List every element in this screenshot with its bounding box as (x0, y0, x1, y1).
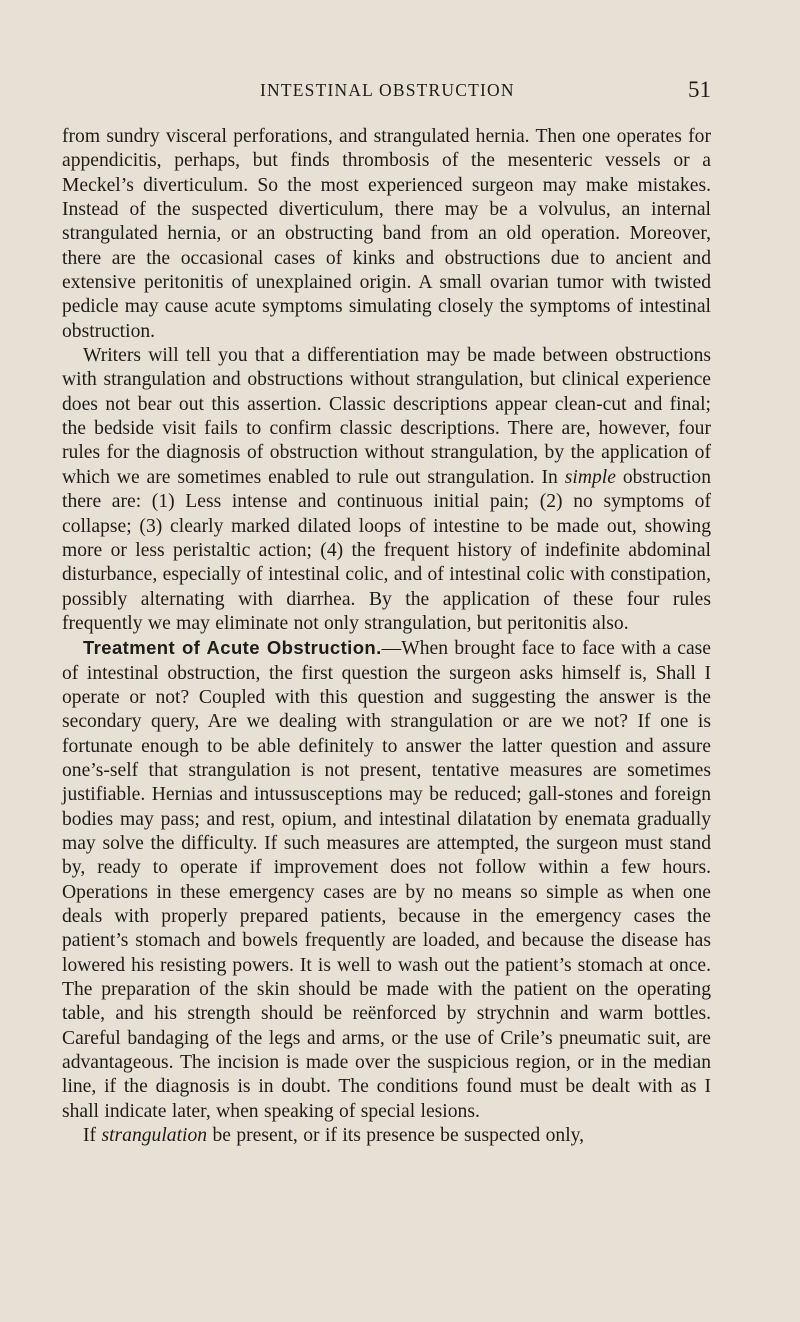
paragraph-4-emphasis: strangulation (101, 1125, 208, 1147)
page-header (62, 77, 711, 106)
running-head: INTESTINAL OBSTRUCTION (260, 80, 515, 100)
paragraph-4-text-a: If (83, 1125, 102, 1147)
paragraph-1-text: from sundry visceral perforations, and strangulated hernia. Then one operates for appendicitis, perhaps, but finds thrombosis of the mesenteric vessels or a Meckel’s diverticulum. So the most experienced surgeon may make mistakes. Instead of the suspected diverticulum, there may be a volvulus, an internal strangulated hernia, or an obstructing band from an old operation. Moreover, there are the occasional cases of kinks and obstructions due to ancient and extensive peritonitis of unexplained origin. A small ovarian tumor with twisted pedicle may cause acute symptoms simulating closely the symptoms of intestinal obstruction. (62, 126, 711, 342)
section-heading: Treatment of Acute Obstruction. (83, 637, 382, 659)
paragraph-2-text-a: Writers will tell you that a differentiation may be made between obstructions with strangulation and obstructions without strangulation, but clinical experience does not bear out this assertion. Classic descriptions appear clean-cut and final; the bedside visit fails to confirm classic descriptions. There are, however, four rules for the diagnosis of obstruction without strangulation, by the application of which we are sometimes enabled to rule out strangulation. In (62, 345, 711, 488)
paragraph-4 (62, 1124, 711, 1148)
paragraph-2 (62, 344, 711, 636)
paragraph-3-text: —When brought face to face with a case of intestinal obstruction, the first question the surgeon asks himself is, Shall I operate or not? Coupled with this question and suggesting the answer is the secondary query, Are we dealing with strangulation or are we not? If one is fortunate enough to be able definitely to answer the latter question and assure one’s-self that strangulation is not present, tentative measures are sometimes justifiable. Hernias and intussusceptions may be reduced; gall-stones and foreign bodies may pass; and rest, opium, and intestinal dilatation by enemata gradually may solve the difficulty. If such measures are attempted, the surgeon must stand by, ready to operate if improvement does not follow within a few hours. Operations in these emergency cases are by no means so simple as when one deals with properly prepared patients, because in the emergency cases the patient’s stomach and bowels frequently are loaded, and because the disease has lowered his resisting powers. It is well to wash out the patient’s stomach at once. The preparation of the skin should be made with the patient on the operating table, and his strength should be reënforced by strychnin and warm bottles. Careful bandaging of the legs and arms, or the use of Crile’s pneumatic suit, are advantageous. The incision is made over the suspicious region, or in the median line, if the diagnosis is in doubt. The conditions found must be dealt with as I shall indicate later, when speaking of special lesions. (62, 638, 711, 1122)
paragraph-2-emphasis: simple (564, 466, 616, 488)
paragraph-3 (62, 636, 711, 1124)
body-text (62, 125, 711, 1148)
page-number: 51 (688, 77, 711, 102)
paragraph-1 (62, 125, 711, 344)
paragraph-2-text-b: obstruction there are: (1) Less intense and continuous initial pain; (2) no symptoms of collapse; (3) clearly marked dilated loops of intestine to be made out, showing more or less peristaltic action; (4) the frequent history of indefinite abdominal disturbance, especially of intestinal colic, and of intestinal colic with constipation, possibly alternating with diarrhea. By the application of these four rules frequently we may eliminate not only strangulation, but peritonitis also. (62, 466, 711, 634)
paragraph-4-text-b: be present, or if its presence be suspected only, (207, 1125, 585, 1147)
